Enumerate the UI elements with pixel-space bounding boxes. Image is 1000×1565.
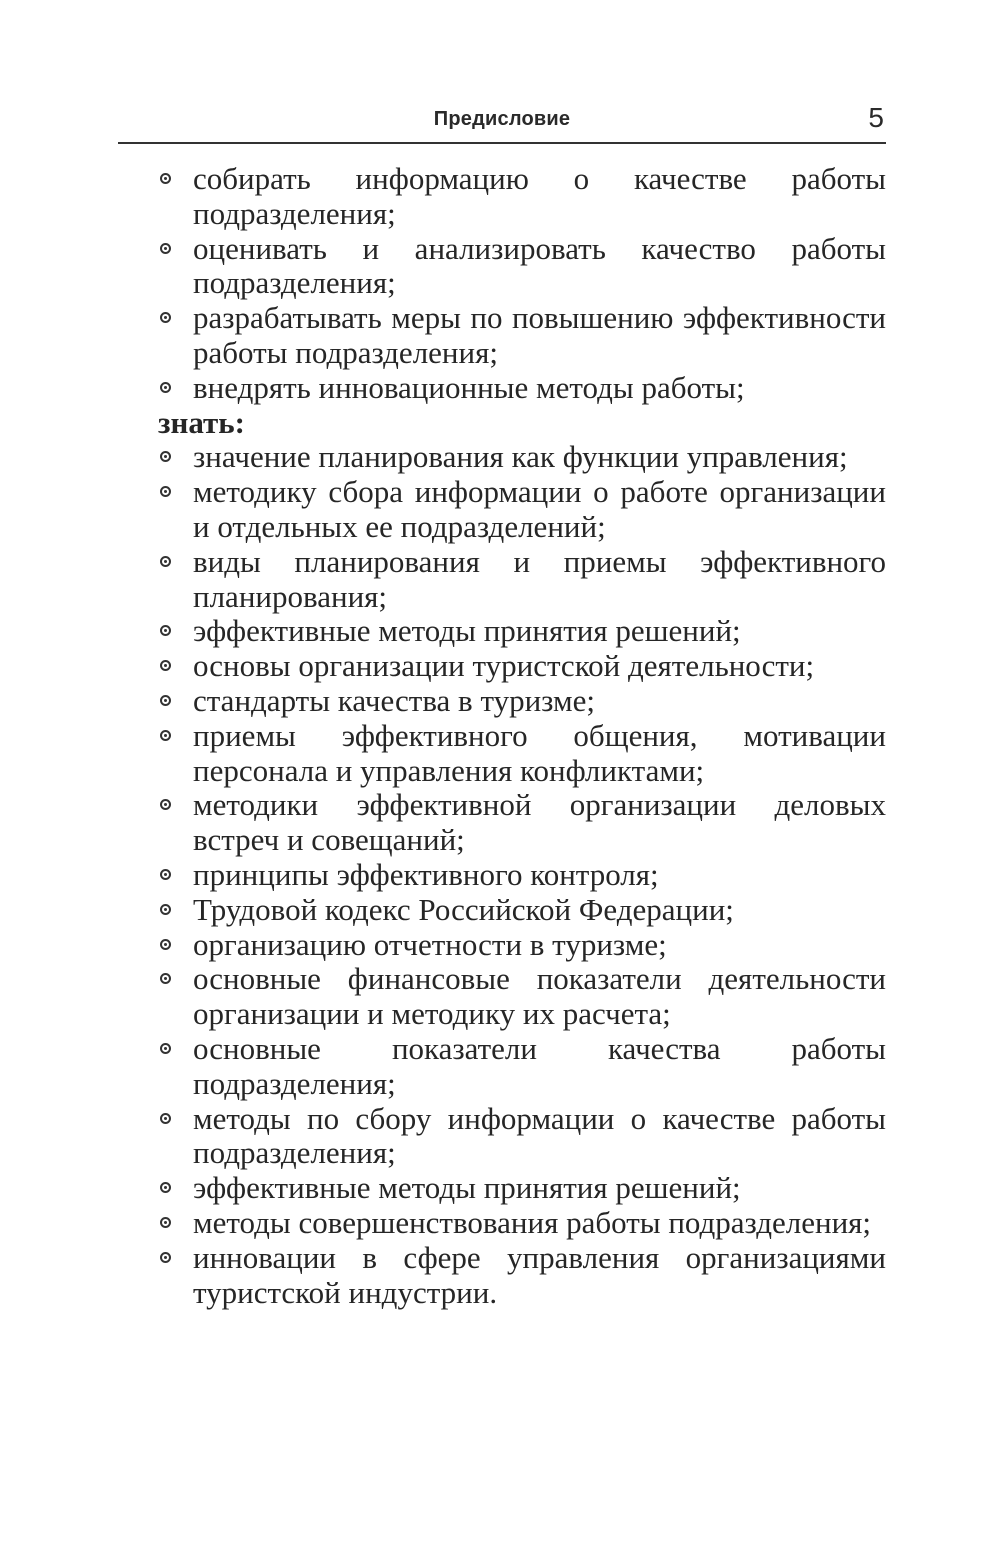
list-item-text: основные показатели качества работы подразделения; xyxy=(193,1030,886,1101)
list-item xyxy=(158,440,886,475)
list-item-text: приемы эффективного общения, мотивации персонала и управления конфликтами; xyxy=(193,717,886,788)
list-item-text: значение планирования как функции управления; xyxy=(193,439,848,475)
bullet-icon xyxy=(160,1217,171,1228)
list-item xyxy=(158,232,886,302)
bullet-icon xyxy=(160,382,171,393)
bullet-icon xyxy=(160,660,171,671)
list-item xyxy=(158,371,886,406)
list-item xyxy=(158,614,886,649)
bullet-icon xyxy=(160,904,171,915)
list-item-text: основные финансовые показатели деятельности организации и методику их расчета; xyxy=(193,961,886,1032)
skills-list xyxy=(158,162,886,406)
list-item xyxy=(158,1102,886,1172)
list-item xyxy=(158,649,886,684)
list-item xyxy=(158,1032,886,1102)
list-item-text: разрабатывать меры по повышению эффективности работы подразделения; xyxy=(193,300,886,370)
list-item-text: методы по сбору информации о качестве работы подразделения; xyxy=(193,1100,886,1171)
list-item-text: стандарты качества в туризме; xyxy=(193,682,595,718)
bullet-icon xyxy=(160,1252,171,1263)
header-title: Предисловие xyxy=(433,108,571,130)
page-content xyxy=(158,162,886,1310)
bullet-icon xyxy=(160,1113,171,1124)
list-item-text: виды планирования и приемы эффективного планирования; xyxy=(193,543,886,614)
list-item xyxy=(158,893,886,928)
list-item-text: организацию отчетности в туризме; xyxy=(193,926,667,962)
list-item-text: основы организации туристской деятельности; xyxy=(193,648,815,684)
list-item xyxy=(158,1171,886,1206)
bullet-icon xyxy=(160,939,171,950)
bullet-icon xyxy=(160,556,171,567)
section-label-know: знать: xyxy=(158,404,245,440)
bullet-icon xyxy=(160,312,171,323)
list-item-text: эффективные методы принятия решений; xyxy=(193,1170,741,1206)
list-item-text: методы совершенствования работы подразделения; xyxy=(193,1204,872,1240)
bullet-icon xyxy=(160,451,171,462)
list-item xyxy=(158,1206,886,1241)
bullet-icon xyxy=(160,799,171,810)
bullet-icon xyxy=(160,1043,171,1054)
list-item xyxy=(158,858,886,893)
list-item xyxy=(158,475,886,545)
list-item-text: методики эффективной организации деловых встреч и совещаний; xyxy=(193,787,886,858)
list-item-text: инновации в сфере управления организациями туристской индустрии. xyxy=(193,1239,886,1310)
list-item xyxy=(158,928,886,963)
list-item-text: собирать информацию о качестве работы подразделения; xyxy=(193,161,886,231)
list-item-text: методику сбора информации о работе организации и отдельных ее подразделений; xyxy=(193,474,886,544)
bullet-icon xyxy=(160,486,171,497)
bullet-icon xyxy=(160,625,171,636)
page-number: 5 xyxy=(868,102,884,133)
bullet-icon xyxy=(160,973,171,984)
list-item xyxy=(158,788,886,858)
list-item xyxy=(158,545,886,615)
list-item xyxy=(158,1241,886,1311)
list-item xyxy=(158,162,886,232)
bullet-icon xyxy=(160,695,171,706)
running-header xyxy=(118,100,886,144)
bullet-icon xyxy=(160,1182,171,1193)
knowledge-list xyxy=(158,440,886,1310)
list-item xyxy=(158,962,886,1032)
list-item-text: эффективные методы принятия решений; xyxy=(193,613,741,649)
bullet-icon xyxy=(160,869,171,880)
list-item-text: оценивать и анализировать качество работы подразделения; xyxy=(193,230,886,301)
list-item xyxy=(158,684,886,719)
list-item xyxy=(158,301,886,371)
bullet-icon xyxy=(160,730,171,741)
list-item-text: принципы эффективного контроля; xyxy=(193,856,659,892)
list-item-text: внедрять инновационные методы работы; xyxy=(193,369,745,405)
bullet-icon xyxy=(160,243,171,254)
bullet-icon xyxy=(160,173,171,184)
list-item-text: Трудовой кодекс Российской Федерации; xyxy=(193,891,734,927)
list-item xyxy=(158,719,886,789)
